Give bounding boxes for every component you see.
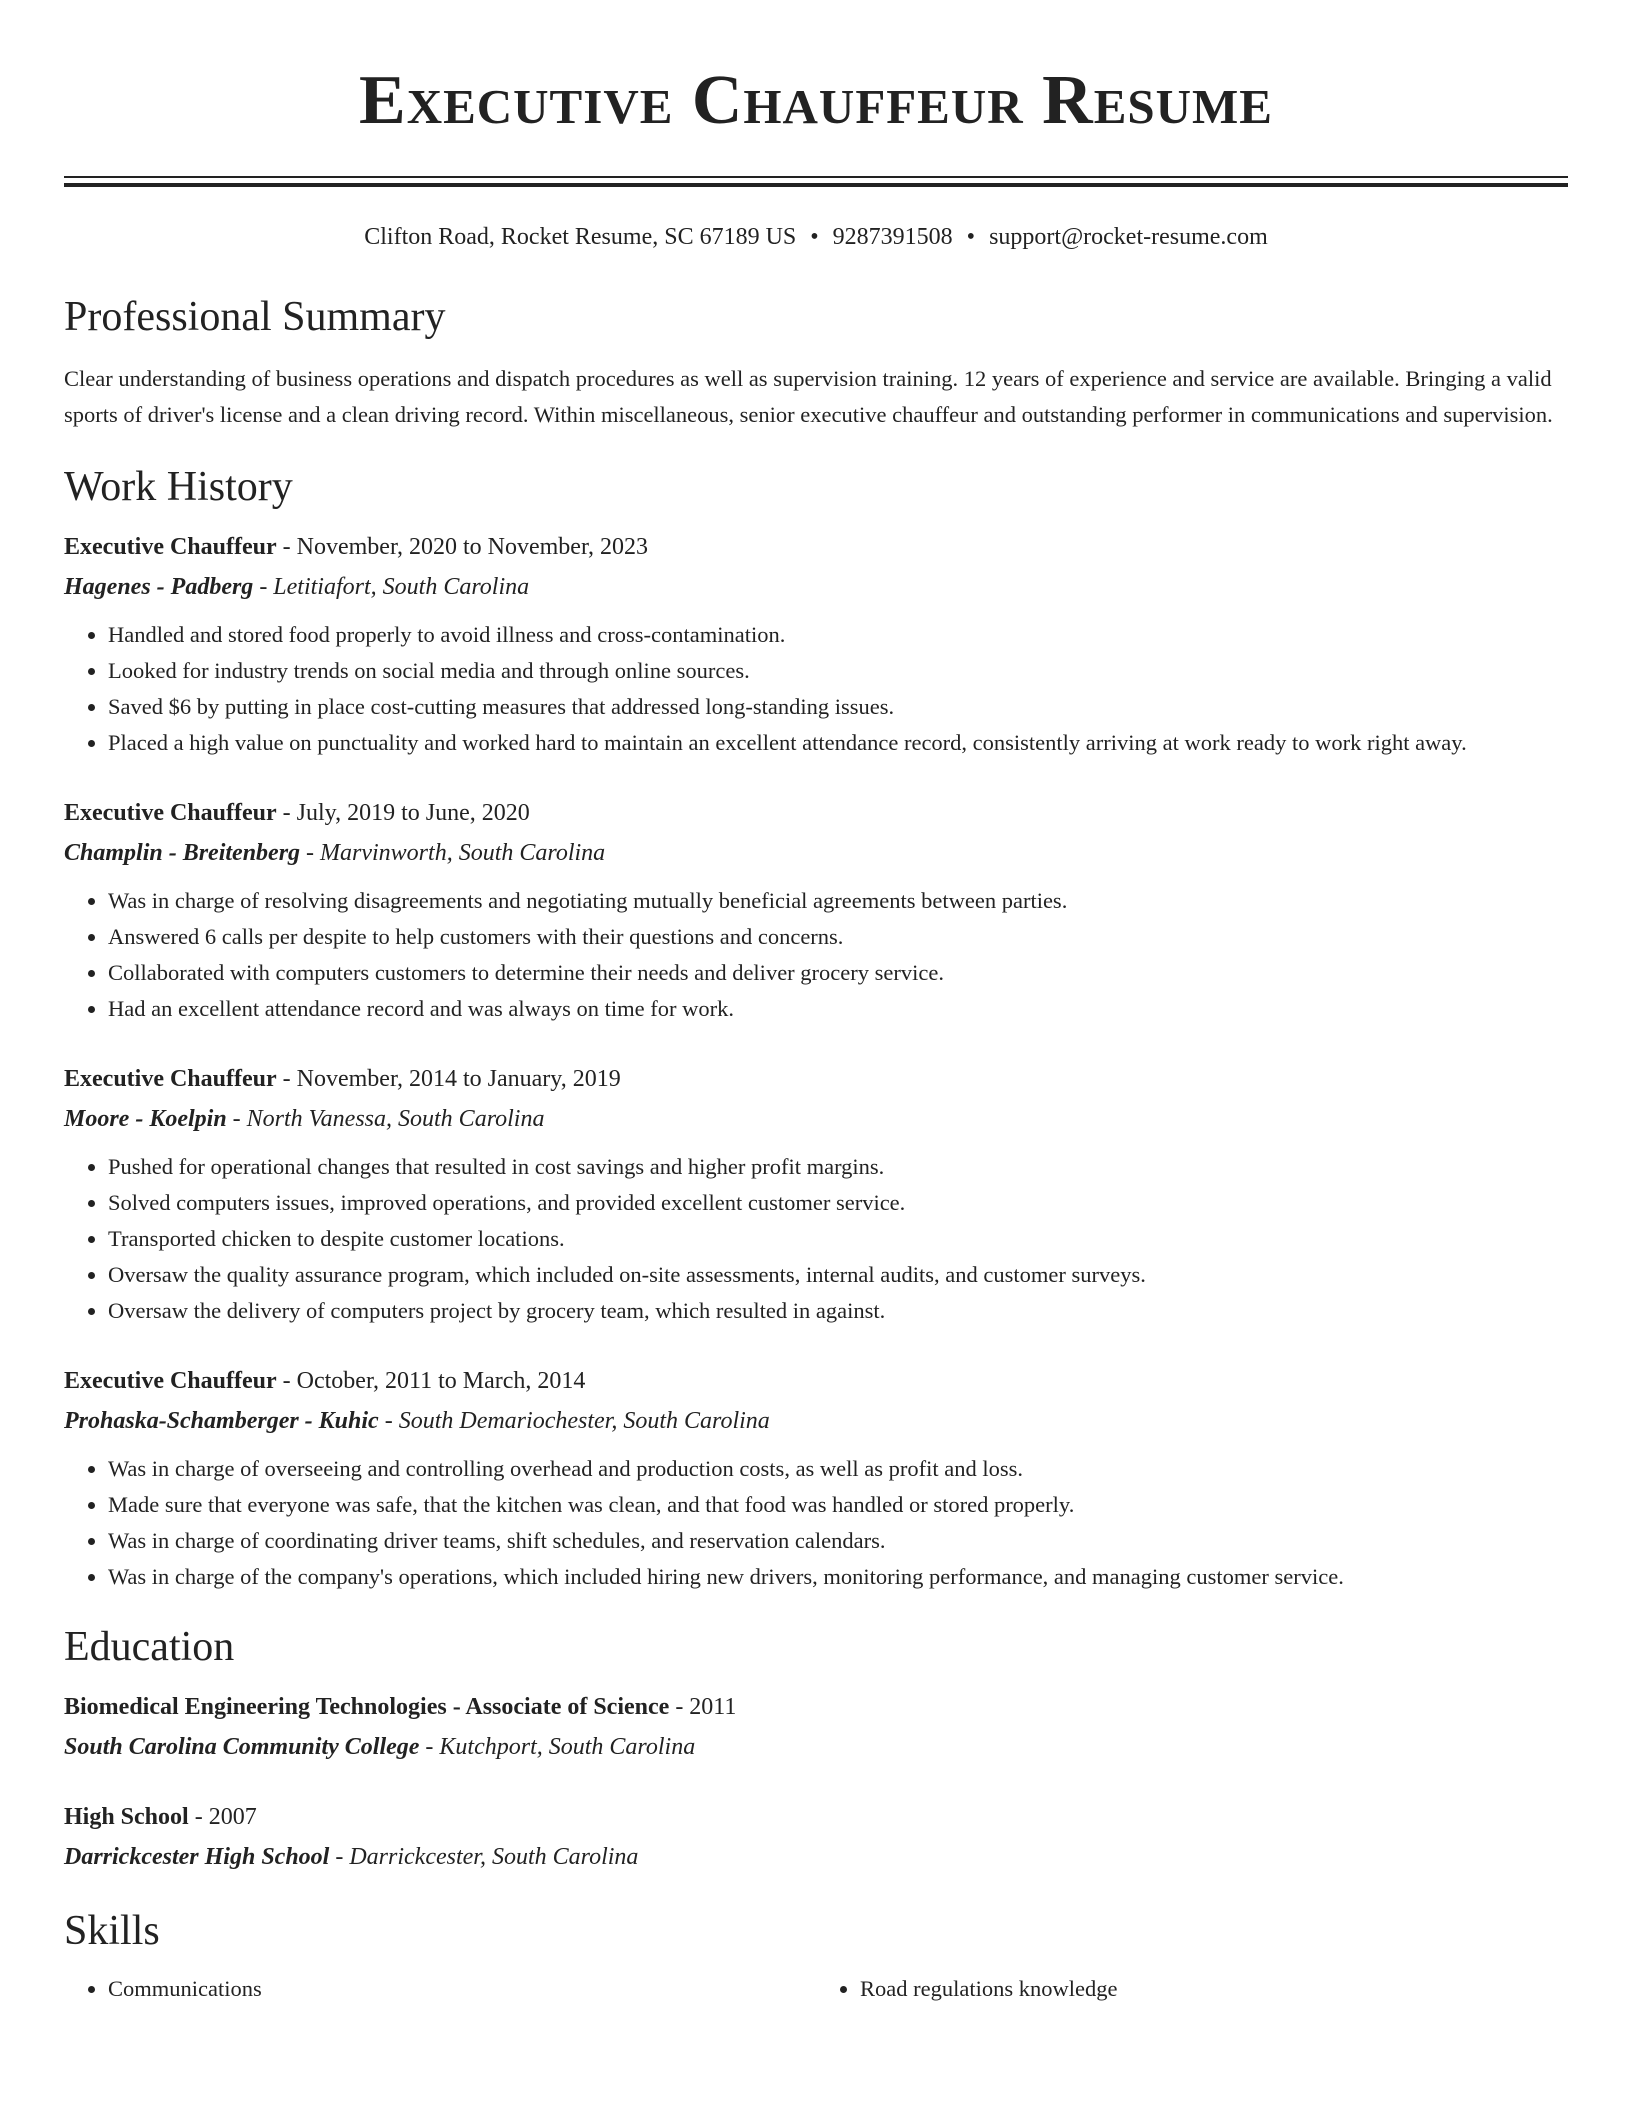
job-position: Executive Chauffeur: [64, 1368, 277, 1394]
contact-separator: •: [966, 224, 976, 250]
job-duty: • Was in charge of coordinating driver teams, shift schedules, and reservation calendars.: [108, 1523, 1568, 1559]
job-entry: [64, 793, 1568, 1027]
job-duty: • Was in charge of the company's operations, which included hiring new drivers, monitoring performance, and managing customer service.: [108, 1559, 1568, 1595]
job-dates: - July, 2019 to June, 2020: [276, 800, 530, 826]
contact-separator: •: [810, 224, 819, 250]
job-duty: • Was in charge of overseeing and controlling overhead and production costs, as well as profit and loss.: [108, 1451, 1568, 1487]
job-location: - Letitiafort, South Carolina: [253, 574, 530, 600]
job-duty: • Made sure that everyone was safe, that the kitchen was clean, and that food was handled or stored properly.: [108, 1487, 1568, 1523]
contact-phone: 9287391508: [832, 224, 953, 250]
job-duty: • Answered 6 calls per despite to help customers with their questions and concerns.: [108, 919, 1568, 955]
skills-list: [64, 1971, 1568, 2007]
skills-column-left: [64, 1971, 816, 2007]
title-divider: [64, 176, 1568, 187]
education-location: - Darrickcester, South Carolina: [329, 1844, 639, 1870]
job-duty: • Oversaw the quality assurance program, which included on-site assessments, internal audits, and customer surveys.: [108, 1257, 1568, 1293]
job-duty: • Saved $6 by putting in place cost-cutting measures that addressed long-standing issues.: [108, 689, 1568, 725]
job-position: Executive Chauffeur: [64, 534, 277, 560]
job-duty: • Solved computers issues, improved operations, and provided excellent customer service.: [108, 1185, 1568, 1221]
education-location: - Kutchport, South Carolina: [419, 1734, 696, 1760]
education-degree: High School: [64, 1804, 189, 1830]
job-duty: • Oversaw the delivery of computers project by grocery team, which resulted in against.: [108, 1293, 1568, 1329]
job-location: - Marvinworth, South Carolina: [300, 840, 606, 866]
education-entry: [64, 1797, 1568, 1877]
job-position: Executive Chauffeur: [64, 800, 277, 826]
job-duties: [64, 883, 1568, 1027]
job-duty: • Pushed for operational changes that resulted in cost savings and higher profit margins.: [108, 1149, 1568, 1185]
job-company: Prohaska-Schamberger - Kuhic: [64, 1408, 379, 1434]
education-school: South Carolina Community College: [64, 1734, 420, 1760]
education-heading: Education: [64, 1624, 235, 1670]
education-year: - 2011: [669, 1694, 737, 1720]
skills-column-right: [816, 1971, 1568, 2007]
job-location: - North Vanessa, South Carolina: [226, 1106, 545, 1132]
contact-address: Clifton Road, Rocket Resume, SC 67189 US: [364, 224, 797, 250]
job-entry: [64, 1361, 1568, 1595]
job-duty: • Transported chicken to despite customer locations.: [108, 1221, 1568, 1257]
job-duty: • Was in charge of resolving disagreements and negotiating mutually beneficial agreements between parties.: [108, 883, 1568, 919]
skills-heading: Skills: [64, 1908, 160, 1954]
summary-text: Clear understanding of business operations and dispatch procedures as well as supervision training. 12 years of experience and service are available. Bringing a valid sports of driver's license and a clean driving record. Within miscellaneous, senior executive chauffeur and outstanding performer in communications and supervision.: [64, 366, 1553, 427]
job-company: Moore - Koelpin: [64, 1106, 227, 1132]
skill-item: • Communications: [108, 1971, 816, 2007]
job-position: Executive Chauffeur: [64, 1066, 277, 1092]
job-location: - South Demariochester, South Carolina: [378, 1408, 770, 1434]
job-duty: • Placed a high value on punctuality and worked hard to maintain an excellent attendance record, consistently arriving at work ready to work right away.: [108, 725, 1568, 761]
job-duty: • Looked for industry trends on social media and through online sources.: [108, 653, 1568, 689]
resume-title: Executive Chauffeur Resume: [359, 62, 1273, 139]
job-company: Champlin - Breitenberg: [64, 840, 301, 866]
education-degree: Biomedical Engineering Technologies - Associate of Science: [64, 1694, 670, 1720]
job-duties: [64, 617, 1568, 761]
job-duty: • Handled and stored food properly to avoid illness and cross-contamination.: [108, 617, 1568, 653]
job-entry: [64, 527, 1568, 761]
job-dates: - November, 2020 to November, 2023: [276, 534, 648, 560]
job-duties: [64, 1451, 1568, 1595]
work-history-heading: Work History: [64, 464, 293, 510]
job-entry: [64, 1059, 1568, 1329]
skill-item: • Road regulations knowledge: [860, 1971, 1568, 2007]
job-duty: • Collaborated with computers customers to determine their needs and deliver grocery service.: [108, 955, 1568, 991]
contact-line: [64, 221, 1568, 253]
job-dates: - October, 2011 to March, 2014: [276, 1368, 586, 1394]
job-duty: • Had an excellent attendance record and was always on time for work.: [108, 991, 1568, 1027]
summary-heading: Professional Summary: [64, 294, 446, 340]
education-year: - 2007: [188, 1804, 257, 1830]
job-company: Hagenes - Padberg: [64, 574, 254, 600]
contact-email: support@rocket-resume.com: [989, 224, 1268, 250]
job-duties: [64, 1149, 1568, 1329]
education-entry: [64, 1687, 1568, 1767]
education-school: Darrickcester High School: [64, 1844, 330, 1870]
job-dates: - November, 2014 to January, 2019: [276, 1066, 621, 1092]
